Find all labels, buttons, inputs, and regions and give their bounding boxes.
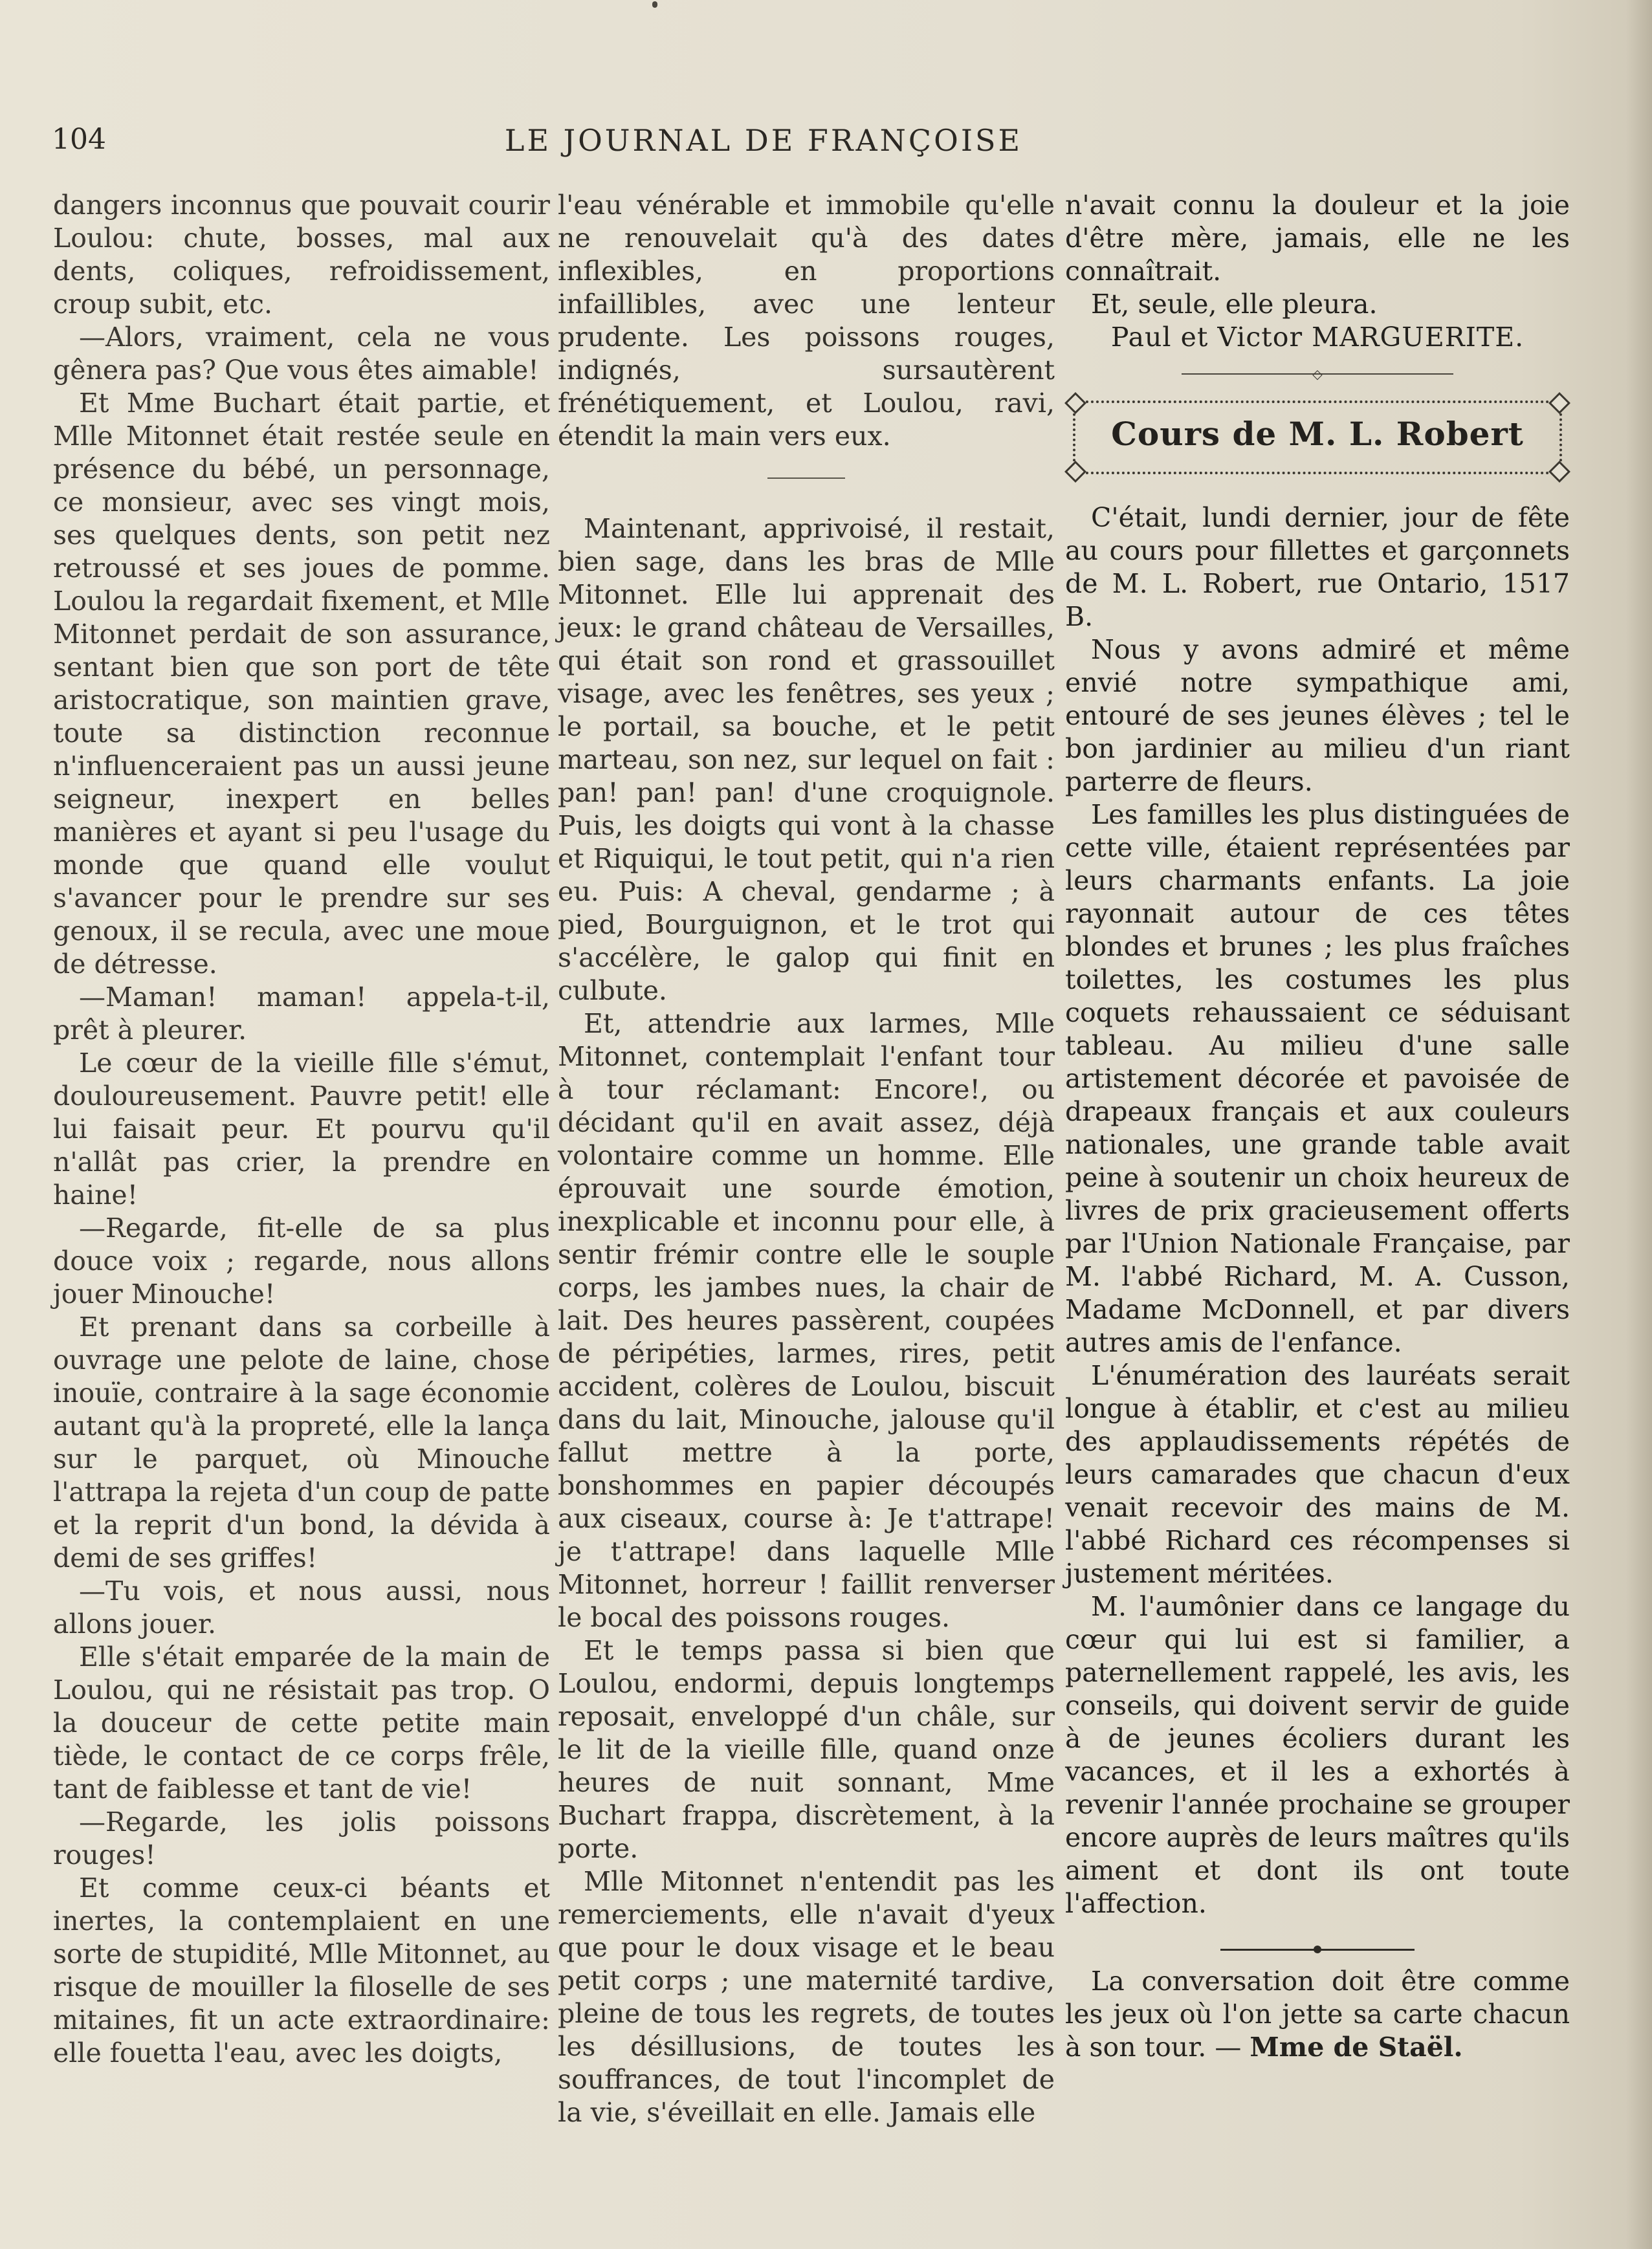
page-number: 104 [52, 123, 106, 156]
paragraph: Le cœur de la vieille fille s'émut, douloureusement. Pauvre petit! elle lui faisait peur. Et pourvu qu'il n'allât pas crier, la prendre en haine! [53, 1048, 550, 1211]
journal-title: LE JOURNAL DE FRANÇOISE [504, 123, 1023, 158]
paragraph: Elle s'était emparée de la main de Loulou, qui ne résistait pas trop. O la douceur de cette petite main tiède, le contact de ce corps frêle, tant de faiblesse et tant de vie! [53, 1641, 550, 1805]
paragraph: Et, attendrie aux larmes, Mlle Mitonnet, contemplait l'enfant tour à tour réclamant: Encore!, ou décidant qu'il en avait assez, déjà volontaire comme un homme. Elle éprouvait une sourde émotion, inexplicable et inconnu pour elle, à sentir frémir contre elle le souple corps, les jambes nues, la chair de lait. Des heures passèrent, coupées de péripéties, larmes, rires, petit accident, colères de Loulou, biscuit dans du lait, Minouche, jalouse qu'il fallut mettre à la porte, bonshommes en papier découpés aux ciseaux, course à: Je t'attrape! je t'attrape! dans laquelle Mlle Mitonnet, horreur ! faillit renverser le bocal des poissons rouges. [558, 1008, 1055, 1633]
quotation [1065, 1965, 1570, 2064]
ink-speck [652, 1, 657, 8]
page-edge-shadow [1626, 0, 1652, 2249]
column-1 [53, 189, 550, 2070]
paragraph: Maintenant, apprivoisé, il restait, bien sage, dans les bras de Mlle Mitonnet. Elle lui apprenait des jeux: le grand château de Versailles, qui était son rond et grassouillet visage, avec les fenêtres, ses yeux ; le portail, sa bouche, et le petit marteau, son nez, sur lequel on fait : pan! pan! pan! d'une croquignole. Puis, les doigts qui vont à la chasse et Riquiqui, le tout petit, qui n'a rien eu. Puis: A cheval, gendarme ; à pied, Bourguignon, et le trot qui s'accélère, le galop qui finit en culbute. [558, 513, 1055, 1006]
article-title-box [1068, 395, 1567, 479]
paragraph: —Alors, vraiment, cela ne vous gênera pas? Que vous êtes aimable! [53, 322, 550, 386]
box-border [1075, 400, 1559, 403]
paragraph: Mlle Mitonnet n'entendit pas les remerciements, elle n'avait d'yeux que pour le doux visage et le beau petit corps ; une maternité tardive, pleine de tous les regrets, de toutes les désillusions, de toutes les souffrances, de tout l'incomplet de la vie, s'éveillait en elle. Jamais elle [558, 1866, 1055, 2128]
diamond-ornament-icon: ◇ [1312, 366, 1323, 382]
paragraph: l'eau vénérable et immobile qu'elle ne renouvelait qu'à des dates inflexibles, en proportions infaillibles, avec une lenteur prudente. Les poissons rouges, indignés, sursautèrent frénétiquement, et Loulou, ravi, étendit la main vers eux. [558, 190, 1055, 452]
column-2 [558, 189, 1055, 2129]
paragraph: —Maman! maman! appela-t-il, prêt à pleurer. [53, 982, 550, 1046]
paragraph: M. l'aumônier dans ce langage du cœur qui lui est si familier, a paternellement rappelé, les avis, les conseils, qui doivent servir de guide à de jeunes écoliers durant les vacances, et il les a exhortés à revenir l'année prochaine se grouper encore auprès de leurs maîtres qu'ils aiment et dont ils ont toute l'affection. [1065, 1591, 1570, 1919]
paragraph: dangers inconnus que pouvait courir Loulou: chute, bosses, mal aux dents, coliques, refroidissement, croup subit, etc. [53, 190, 550, 320]
paragraph: —Regarde, les jolis poissons rouges! [53, 1806, 550, 1871]
column-3 [1065, 189, 1570, 2064]
diamond-corner-icon [1548, 392, 1570, 414]
diamond-corner-icon [1064, 392, 1086, 414]
paragraph: L'énumération des lauréats serait longue à établir, et c'est au milieu des applaudissements répétés de leurs camarades que chacun d'eux venait recevoir des mains de M. l'abbé Richard ces récompenses si justement méritées. [1065, 1360, 1570, 1589]
author-signature: Paul et Victor MARGUERITE. [1110, 322, 1525, 353]
section-divider [767, 477, 845, 479]
ornament-rule [1220, 1949, 1415, 1951]
quote-text: La conversation doit être comme les jeux où l'on jette sa carte chacun à son tour. — [1065, 1966, 1570, 2063]
paragraph: —Regarde, fit-elle de sa plus douce voix ; regarde, nous allons jouer Minouche! [53, 1212, 550, 1310]
paragraph: Nous y avons admiré et même envié notre sympathique ami, entouré de ses jeunes élèves ; tel le bon jardinier au milieu d'un riant parterre de fleurs. [1065, 634, 1570, 797]
paragraph: Et, seule, elle pleura. [1091, 289, 1378, 320]
ornament-rule [1182, 366, 1453, 382]
paragraph: Et Mme Buchart était partie, et Mlle Mitonnet était restée seule en présence du bébé, un personnage, ce monsieur, avec ses vingt mois, ses quelques dents, son petit nez retroussé et ses joues de pomme. Loulou la regardait fixement, et Mlle Mitonnet perdait de son assurance, sentant bien que son port de tête aristocratique, son maintien grave, toute sa distinction reconnue n'influenceraient pas un aussi jeune seigneur, inexpert en belles manières et ayant si peu l'usage du monde que quand elle voulut s'avancer pour le prendre sur ses genoux, il se recula, avec une moue de détresse. [53, 388, 550, 980]
paragraph: C'était, lundi dernier, jour de fête au cours pour fillettes et garçonnets de M. L. Robert, rue Ontario, 1517 B. [1065, 502, 1570, 632]
diamond-corner-icon [1064, 461, 1086, 483]
paragraph: Et prenant dans sa corbeille à ouvrage une pelote de laine, chose inouïe, contraire à la sage économie autant qu'à la propreté, elle la lança sur le parquet, où Minouche l'attrapa la rejeta d'un coup de patte et la reprit d'un bond, la dévida à demi de ses griffes! [53, 1311, 550, 1574]
paragraph: Et le temps passa si bien que Loulou, endormi, depuis longtemps reposait, enveloppé d'un châle, sur le lit de la vieille fille, quand onze heures de nuit sonnant, Mme Buchart frappa, discrètement, à la porte. [558, 1635, 1055, 1864]
diamond-corner-icon [1548, 461, 1570, 483]
paragraph: Les familles les plus distinguées de cette ville, étaient représentées par leurs charmants enfants. La joie rayonnait autour de ces têtes blondes et brunes ; les plus fraîches toilettes, les costumes les plus coquets rehaussaient ce séduisant tableau. Au milieu d'une salle artistement décorée et pavoisée de drapeaux français et aux couleurs nationales, une grande table avait peine à soutenir un choix heureux de livres de prix gracieusement offerts par l'Union Nationale Française, par M. l'abbé Richard, M. A. Cusson, Madame McDonnell, et par divers autres amis de l'enfance. [1065, 799, 1570, 1358]
box-border [1075, 472, 1559, 474]
paragraph: Et comme ceux-ci béants et inertes, la contemplaient en une sorte de stupidité, Mlle Mitonnet, au risque de mouiller la filoselle de ses mitaines, fit un acte extraordinaire: elle fouetta l'eau, avec les doigts, [53, 1872, 550, 2068]
paragraph: n'avait connu la douleur et la joie d'être mère, jamais, elle ne les connaîtrait. [1065, 190, 1570, 287]
article-title: Cours de M. L. Robert [1111, 415, 1524, 453]
paragraph: —Tu vois, et nous aussi, nous allons jouer. [53, 1575, 550, 1640]
page-header [52, 123, 1605, 168]
quote-author: Mme de Staël. [1250, 2032, 1463, 2063]
dot-ornament-icon [1314, 1946, 1321, 1953]
